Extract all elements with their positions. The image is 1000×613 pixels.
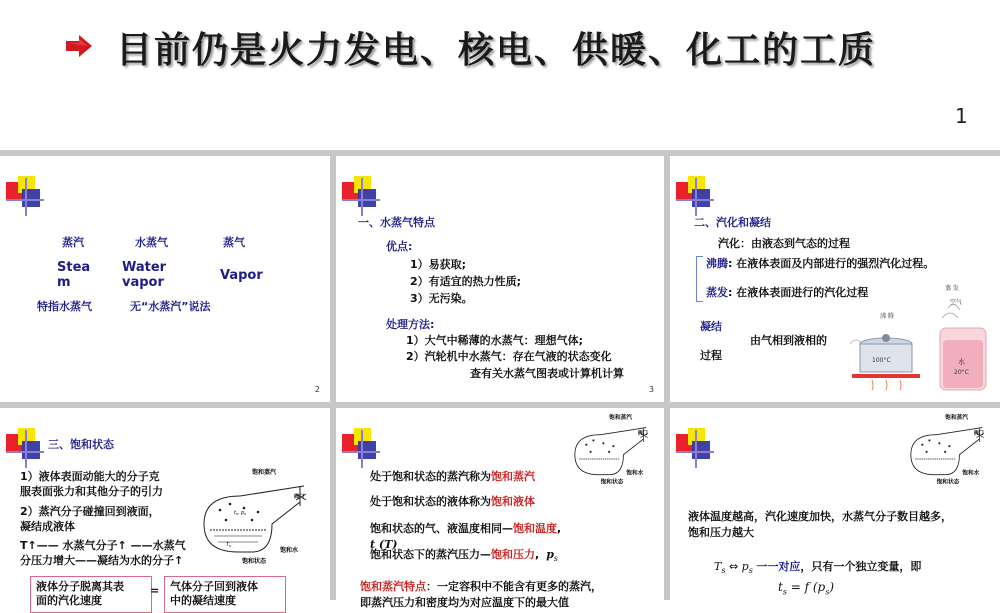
brace-divider — [696, 256, 703, 302]
logo-icon — [676, 176, 716, 216]
saturation-temp-def: 饱和状态的气、液温度相同—饱和温度, — [370, 522, 562, 535]
evaporation-def: 蒸发: 在液体表面进行的汽化过程 — [706, 286, 869, 299]
svg-text:沸 腾: 沸 腾 — [880, 313, 894, 320]
en-steam-b: m — [57, 275, 71, 290]
advantage-3: 3）无污染。 — [410, 292, 473, 305]
boiling-evaporation-illustration — [842, 278, 994, 398]
svg-text:100°C: 100°C — [872, 357, 891, 364]
page-title: 目前仍是火力发电、核电、供暖、化工的工质 — [116, 30, 877, 71]
one-to-one-relation: $T_s$ ⇔ $p_s$ 一一对应，只有一个独立变量，即 — [714, 560, 922, 576]
logo-icon — [342, 428, 382, 468]
saturation-temp-symbol: t (T) — [370, 538, 398, 551]
saturated-vessel-diagram — [200, 466, 326, 566]
condensation-label: 凝结 — [700, 320, 722, 333]
condensation-def: 由气相到液相的 — [750, 334, 827, 347]
advantages-label: 优点: — [386, 240, 413, 253]
point-2: 2）蒸汽分子碰撞回到液面， — [20, 505, 160, 518]
en-steam-a: Stea — [57, 260, 91, 275]
method-label: 处理方法: — [386, 318, 435, 331]
svg-text:阀门: 阀门 — [637, 430, 648, 437]
svg-text:饱和水: 饱和水 — [626, 470, 644, 477]
pressure-relation-cont: 饱和压力越大 — [688, 526, 754, 539]
evaporation-rate-box: 液体分子脱离其表 面的汽化速度 — [30, 576, 152, 613]
temp-relation-cont: 分压力增大——凝结为水的分子↑ — [20, 554, 184, 567]
slide-thumbnail-7[interactable] — [670, 408, 1000, 600]
equals-sign: = — [150, 584, 160, 597]
logo-icon — [6, 428, 46, 468]
slide-thumbnail-2[interactable] — [0, 156, 330, 402]
saturated-vapor-feature-cont: 即蒸汽压力和密度均为对应温度下的最大值 — [360, 596, 569, 609]
svg-text:饱和状态: 饱和状态 — [600, 479, 624, 486]
section-heading: 三、饱和状态 — [48, 438, 114, 451]
point-1: 1）液体表面动能大的分子克 — [20, 470, 160, 483]
advantage-1: 1）易获取; — [410, 258, 467, 271]
advantage-2: 2）有适宜的热力性质; — [410, 275, 522, 288]
slide-number: 2 — [314, 385, 320, 394]
method-2-cont: 查有关水蒸气图表或计算机计算 — [470, 367, 624, 380]
svg-text:阀门: 阀门 — [973, 430, 984, 437]
slide-thumbnail-6[interactable] — [336, 408, 664, 609]
svg-text:饱和状态: 饱和状态 — [242, 558, 267, 565]
pressure-relation: 液体温度越高，汽化速度加快，水蒸气分子数目越多， — [688, 510, 952, 523]
condensation-def-cont: 过程 — [700, 349, 722, 362]
saturated-vapor-def: 处于饱和状态的蒸汽称为饱和蒸汽 — [370, 470, 535, 483]
slide-thumbnail-4[interactable] — [670, 156, 1000, 402]
svg-text:空气: 空气 — [950, 299, 963, 306]
saturated-vessel-diagram — [908, 412, 998, 486]
logo-icon — [676, 428, 716, 468]
svg-text:ts, ps: $t_s$, $p_s$ — [234, 510, 246, 516]
logo-icon — [342, 176, 382, 216]
saturation-pressure-def: 饱和状态下的蒸汽压力—饱和压力, $p_s$ — [370, 548, 558, 564]
term-vapor: 蒸气 — [223, 236, 245, 249]
slide-number: 3 — [648, 385, 654, 394]
vaporization-def: 汽化：由液态到气态的过程 — [718, 237, 850, 250]
function-formula: $t_s = f$ $(p_s)$ — [778, 580, 835, 597]
svg-text:Ts: $T_s$ — [226, 542, 231, 548]
section-heading: 二、汽化和凝结 — [694, 216, 771, 229]
term-water-vapor: 水蒸气 — [135, 236, 168, 249]
svg-text:饱和蒸汽: 饱和蒸汽 — [945, 415, 968, 421]
en-vapor: Vapor — [220, 268, 263, 283]
boiling-def: 沸腾: 在液体表面及内部进行的强烈汽化过程。 — [706, 257, 935, 270]
page-number: 1 — [955, 104, 968, 128]
term-steam: 蒸汽 — [62, 236, 84, 249]
temp-relation: T↑—— 水蒸气分子↑ ——水蒸气 — [20, 539, 186, 552]
svg-text:饱和状态: 饱和状态 — [936, 479, 960, 486]
method-1: 1）大气中稀薄的水蒸气：理想气体; — [406, 334, 584, 347]
svg-text:饱和蒸汽: 饱和蒸汽 — [609, 415, 632, 421]
svg-text:20°C: 20°C — [954, 369, 969, 376]
svg-text:蒸 发: 蒸 发 — [945, 285, 959, 292]
en-water-b: vapor — [122, 275, 164, 290]
point-1-cont: 服表面张力和其他分子的引力 — [20, 485, 163, 498]
note-steam: 特指水蒸气 — [37, 300, 92, 313]
svg-text:水: 水 — [958, 358, 965, 366]
section-heading: 一、水蒸气特点 — [358, 216, 435, 229]
note-no-term: 无“水蒸汽”说法 — [130, 300, 211, 313]
svg-text:饱和蒸汽: 饱和蒸汽 — [252, 469, 277, 476]
arrow-icon — [66, 35, 92, 57]
slide-thumbnail-5[interactable] — [0, 408, 330, 608]
en-water-a: Water — [122, 260, 167, 275]
svg-text:阀门: 阀门 — [294, 494, 305, 500]
svg-text:饱和水: 饱和水 — [280, 547, 299, 554]
saturated-liquid-def: 处于饱和状态的液体称为饱和液体 — [370, 495, 535, 508]
title-area — [0, 0, 1000, 150]
saturated-vapor-feature: 饱和蒸汽特点：一定容积中不能含有更多的蒸汽， — [360, 580, 602, 593]
method-2: 2）汽轮机中水蒸气：存在气液的状态变化 — [406, 350, 612, 363]
condensation-rate-box: 气体分子回到液体 中的凝结速度 — [164, 576, 286, 613]
slide-thumbnail-3[interactable] — [336, 156, 664, 402]
saturated-vessel-diagram — [572, 412, 662, 486]
point-2-cont: 凝结成液体 — [20, 520, 75, 533]
slide-grid — [0, 150, 1000, 609]
svg-text:饱和水: 饱和水 — [962, 470, 980, 477]
logo-icon — [6, 176, 46, 216]
